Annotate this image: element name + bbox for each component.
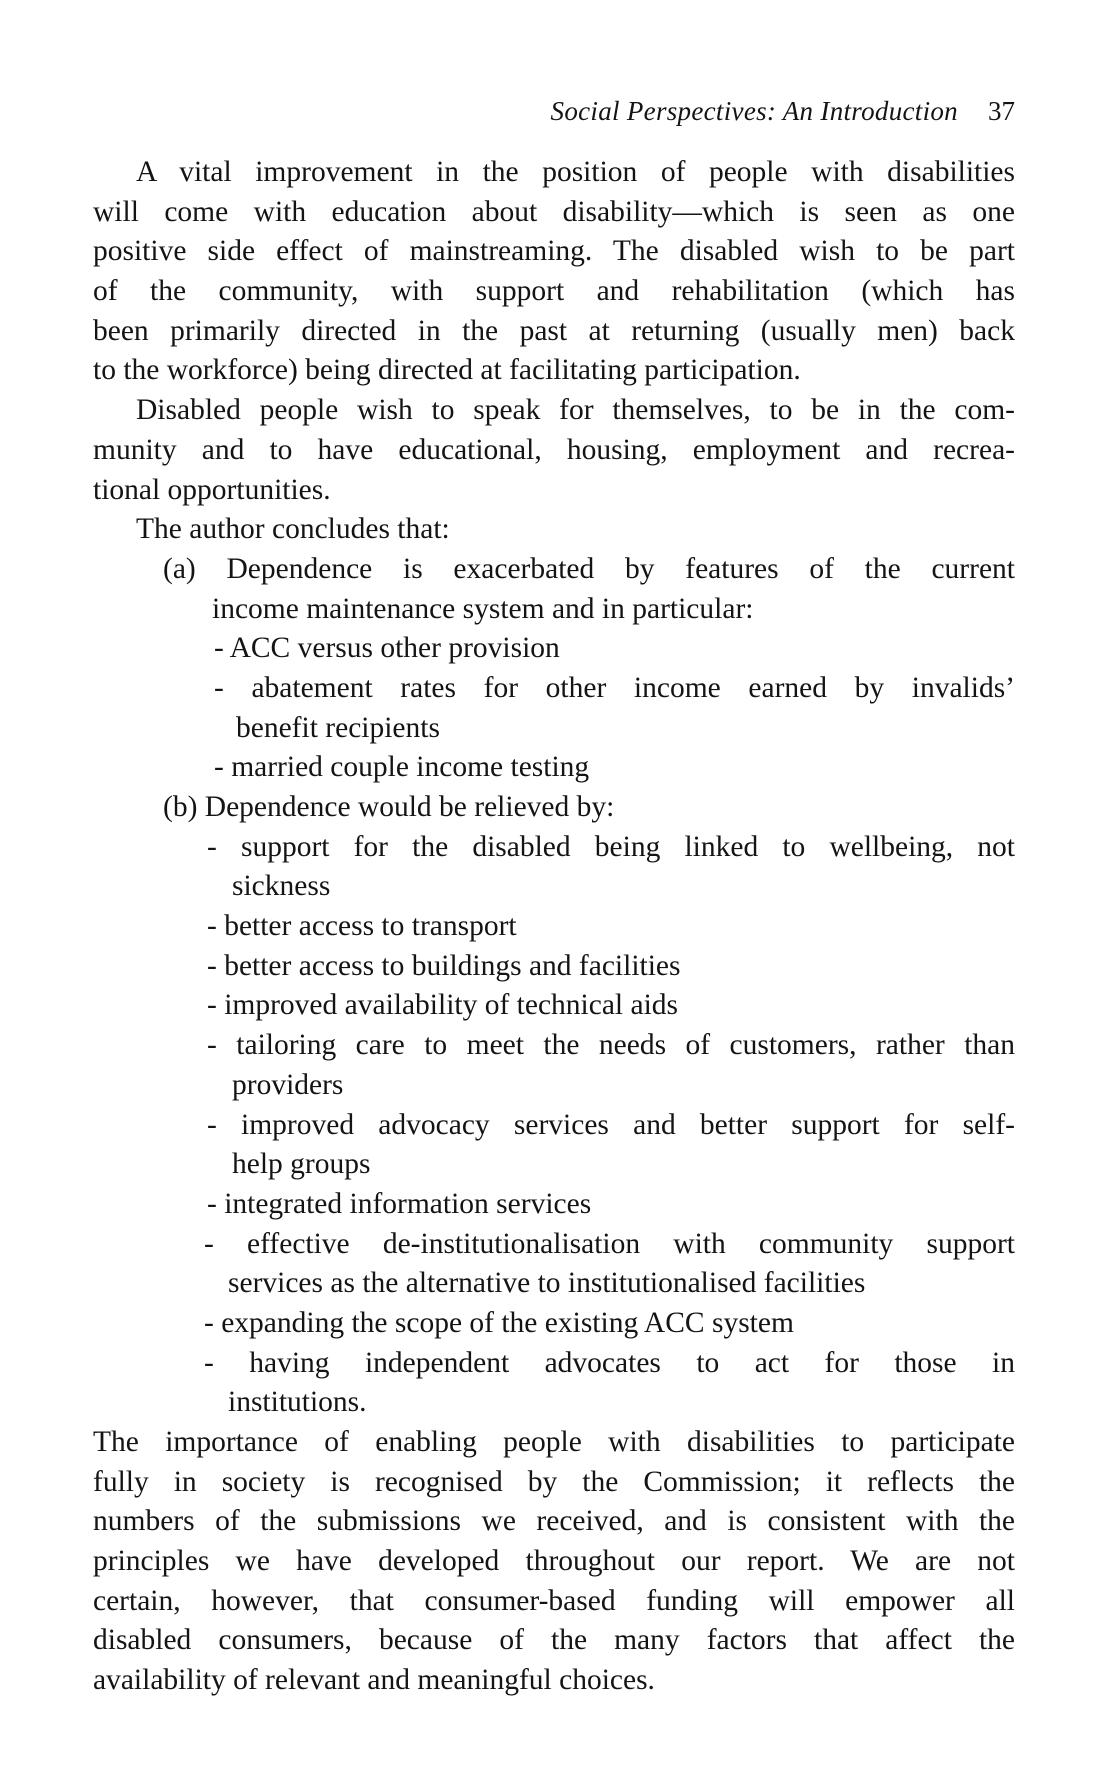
text-line: The importance of enabling people with disabilities to participate <box>93 1426 1015 1458</box>
text-line: availability of relevant and meaningful choices. <box>93 1664 655 1697</box>
text-line: Disabled people wish to speak for themselves, to be in the com- <box>136 394 1015 427</box>
list-item: - improved availability of technical aids <box>207 989 679 1022</box>
text-line: institutions. <box>228 1386 367 1419</box>
list-item: - better access to transport <box>207 910 517 943</box>
list-item: - abatement rates for other income earned by invalids’ <box>214 671 1015 704</box>
text-line: fully in society is recognised by the Commission; it reflects the <box>93 1465 1015 1498</box>
running-title: Social Perspectives: An Introduction <box>550 96 958 126</box>
text-line: munity and to have educational, housing, employment and recrea- <box>93 433 1015 466</box>
list-item: - married couple income testing <box>214 751 590 784</box>
text-line: to the workforce) being directed at facilitating participation. <box>93 354 801 387</box>
text-line: A vital improvement in the position of people with disabilities <box>136 156 1015 188</box>
text-line: services as the alternative to institutionalised facilities <box>228 1267 866 1300</box>
text-line: providers <box>232 1068 344 1101</box>
list-item: - integrated information services <box>207 1187 592 1220</box>
text-line: will come with education about disability—which is seen as one <box>93 195 1015 228</box>
list-item: - effective de-institutionalisation with community support <box>204 1227 1015 1260</box>
text-line: tional opportunities. <box>93 473 331 506</box>
list-item: - tailoring care to meet the needs of customers, rather than <box>207 1029 1015 1062</box>
text-line: of the community, with support and rehabilitation (which has <box>93 275 1015 308</box>
text-line: The author concludes that: <box>136 513 450 546</box>
text-line: numbers of the submissions we received, and is consistent with the <box>93 1505 1015 1538</box>
list-item: - support for the disabled being linked to wellbeing, not <box>207 830 1015 863</box>
list-item-b: (b) Dependence would be relieved by: <box>163 791 615 823</box>
text-line: income maintenance system and in particular: <box>212 592 754 625</box>
text-line: disabled consumers, because of the many factors that affect the <box>93 1624 1015 1657</box>
text-line: help groups <box>232 1148 371 1181</box>
page-body <box>0 153 1114 1701</box>
text-line: been primarily directed in the past at returning (usually men) back <box>93 314 1015 347</box>
text-line: benefit recipients <box>236 711 440 744</box>
list-item: - having independent advocates to act for those in <box>204 1346 1015 1379</box>
list-item: - expanding the scope of the existing ACC system <box>204 1306 794 1339</box>
list-item: - improved advocacy services and better support for self- <box>207 1108 1015 1141</box>
text-line: principles we have developed throughout our report. We are not <box>93 1545 1015 1578</box>
list-item-a: (a) Dependence is exacerbated by features of the current <box>163 552 1015 585</box>
list-item: - better access to buildings and facilities <box>207 949 681 982</box>
list-item: - ACC versus other provision <box>214 632 560 665</box>
running-header <box>551 96 1015 127</box>
text-line: positive side effect of mainstreaming. The disabled wish to be part <box>93 235 1015 268</box>
text-line: certain, however, that consumer-based funding will empower all <box>93 1584 1015 1617</box>
page-number: 37 <box>988 96 1015 126</box>
text-line: sickness <box>232 870 331 903</box>
